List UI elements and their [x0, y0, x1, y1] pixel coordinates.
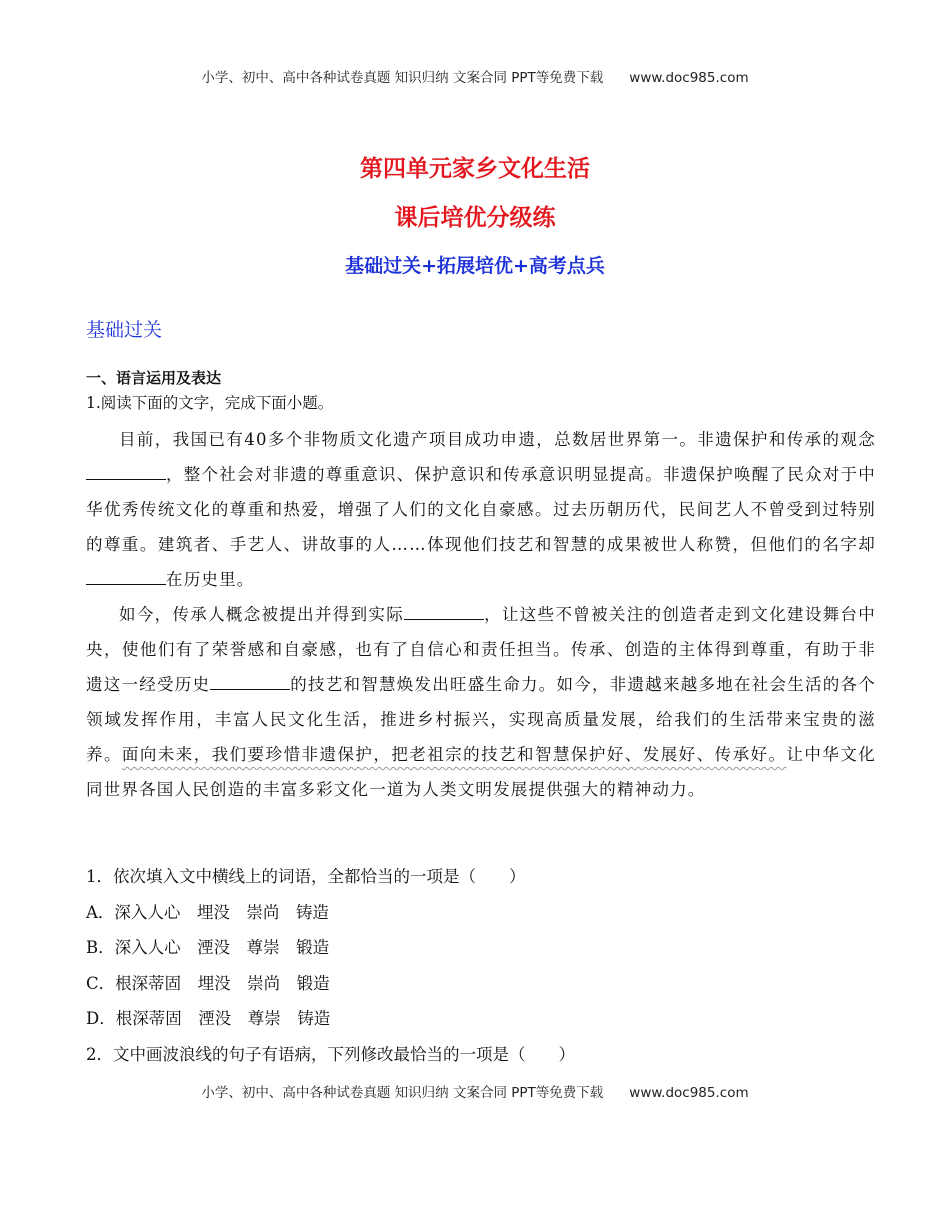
option-a: A．深入人心 埋没 崇尚 铸造 [86, 902, 329, 922]
paragraph-2: 如今，传承人概念被提出并得到实际 ，让这些不曾被关注的创造者走到文化建设舞台中央，使他们有了荣誉感和自豪感，也有了自信心和责任担当。传承、创造的主体得到尊重，有助于非遗这一经受历史 的技艺和智慧焕发出旺盛生命力。如今，非遗越来越多地在社会生活的各个领域发挥作用，丰富人民文化生活，推进乡村振兴，实现高质量发展，给我们的生活带来宝贵的滋养。面向未来，我们要珍惜非遗保护，把老祖宗的技艺和智慧保护好、发展好、传承好。让中华文化同世界各国人民创造的丰富多彩文化一道为人类文明发展提供强大的精神动力。 [86, 605, 877, 799]
fill-blank [86, 568, 166, 585]
option-b: B．深入人心 湮没 尊崇 锻造 [86, 938, 330, 957]
document-subtitle: 课后培优分级练 [394, 205, 556, 231]
document-title: 第四单元家乡文化生活 [360, 156, 590, 182]
page-footer [0, 1081, 950, 1101]
paragraph-1: 目前，我国已有40多个非物质文化遗产项目成功申遗，总数居世界第一。非遗保护和传承的观念，整个社会对非遗的尊重意识、保护意识和传承意识明显提高。非遗保护唤醒了民众对于中华优秀传统文化的尊重和热爱，增强了人们的文化自豪感。过去历朝历代，民间艺人不曾受到过特别的尊重。建筑者、手艺人、讲故事的人……体现他们技艺和智慧的成果被世人称赞，但他们的名字却在历史里。 [86, 430, 876, 589]
question-stem: 2．文中画波浪线的句子有语病，下列修改最恰当的一项是（ ） [86, 1044, 575, 1064]
question-intro: 1.阅读下面的文字，完成下面小题。 [86, 394, 334, 412]
fill-blank [86, 463, 166, 480]
footer-site-link[interactable]: www.doc985.com [629, 1085, 749, 1101]
question-list [86, 859, 876, 1072]
page-header [0, 66, 950, 86]
option-d: D．根深蒂固 湮没 尊崇 铸造 [86, 1009, 331, 1028]
wavy-underlined-sentence: 面向未来，我们要珍惜非遗保护，把老祖宗的技艺和智慧保护好、发展好、传承好。 [121, 745, 787, 764]
section-label: 基础过关 [86, 319, 163, 341]
header-site-link[interactable]: www.doc985.com [629, 70, 749, 86]
footer-text: 小学、初中、高中各种试卷真题 知识归纳 文案合同 PPT等免费下载 [201, 1085, 604, 1101]
part-heading: 一、语言运用及表达 [86, 369, 222, 387]
document-tagline: 基础过关+拓展培优+高考点兵 [345, 255, 605, 277]
option-c: C．根深蒂固 埋没 崇尚 锻造 [86, 973, 330, 993]
fill-blank [210, 673, 290, 690]
reading-passage [86, 422, 876, 807]
header-text: 小学、初中、高中各种试卷真题 知识归纳 文案合同 PPT等免费下载 [201, 70, 604, 86]
question-stem: 1．依次填入文中横线上的词语，全都恰当的一项是（ ） [86, 867, 526, 886]
fill-blank [404, 603, 484, 620]
